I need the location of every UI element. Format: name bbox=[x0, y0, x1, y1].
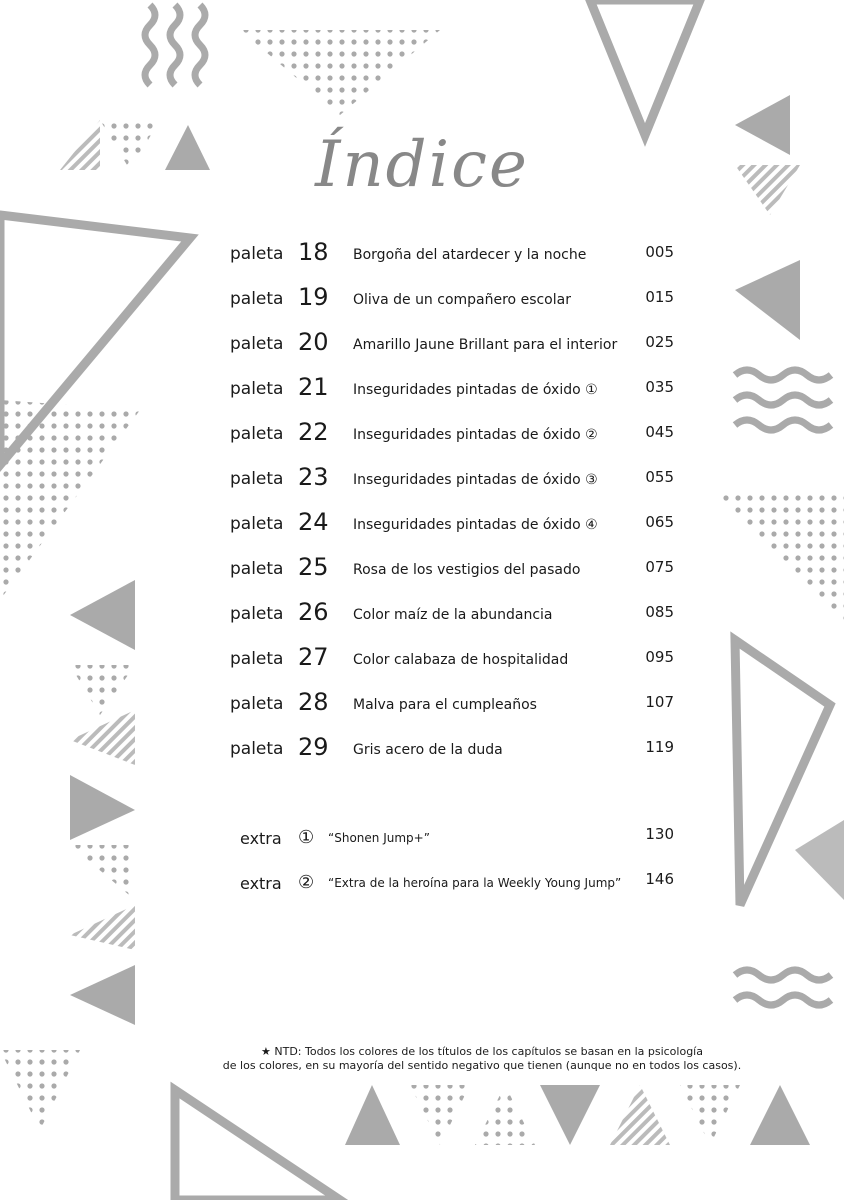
toc-entry bbox=[230, 641, 680, 671]
chapter-label: paleta bbox=[230, 424, 284, 444]
page-number: 095 bbox=[645, 648, 674, 666]
page-number: 055 bbox=[645, 468, 674, 486]
chapter-number: 22 bbox=[298, 418, 329, 446]
extra-title: “Shonen Jump+” bbox=[328, 831, 430, 845]
page-number: 130 bbox=[645, 825, 674, 843]
extra-number: ① bbox=[298, 827, 315, 848]
chapter-number: 29 bbox=[298, 733, 329, 761]
page-number: 107 bbox=[645, 693, 674, 711]
chapter-title: Oliva de un compañero escolar bbox=[353, 292, 571, 308]
chapter-number: 18 bbox=[298, 238, 329, 266]
chapter-label: paleta bbox=[230, 289, 284, 309]
chapter-title: Borgoña del atardecer y la noche bbox=[353, 247, 587, 263]
chapter-title: Amarillo Jaune Brillant para el interior bbox=[353, 337, 618, 353]
chapter-label: paleta bbox=[230, 379, 284, 399]
extra-number: ② bbox=[298, 872, 315, 893]
note-line-1: ★ NTD: Todos los colores de los títulos de los capítulos se basan en la psicología bbox=[261, 1045, 703, 1058]
toc-entry bbox=[230, 416, 680, 446]
extra-title: “Extra de la heroína para la Weekly Young Jump” bbox=[328, 876, 622, 890]
chapter-label: paleta bbox=[230, 469, 284, 489]
chapter-title: Inseguridades pintadas de óxido ① bbox=[353, 382, 598, 398]
toc-entry bbox=[230, 596, 680, 626]
toc-entry bbox=[230, 281, 680, 311]
page-number: 085 bbox=[645, 603, 674, 621]
chapter-title: Gris acero de la duda bbox=[353, 742, 503, 758]
toc-entry bbox=[230, 506, 680, 536]
chapter-label: paleta bbox=[230, 694, 284, 714]
extra-entry bbox=[240, 869, 680, 893]
page-number: 045 bbox=[645, 423, 674, 441]
toc-entry bbox=[230, 326, 680, 356]
page-number: 015 bbox=[645, 288, 674, 306]
extra-entry bbox=[240, 824, 680, 848]
chapter-label: paleta bbox=[230, 739, 284, 759]
extra-label: extra bbox=[240, 874, 282, 893]
chapter-number: 23 bbox=[298, 463, 329, 491]
chapter-number: 20 bbox=[298, 328, 329, 356]
page-number: 025 bbox=[645, 333, 674, 351]
toc-entry bbox=[230, 686, 680, 716]
chapter-number: 28 bbox=[298, 688, 329, 716]
chapter-title: Malva para el cumpleaños bbox=[353, 697, 537, 713]
chapter-title: Inseguridades pintadas de óxido ③ bbox=[353, 472, 598, 488]
chapter-label: paleta bbox=[230, 334, 284, 354]
toc-entry bbox=[230, 731, 680, 761]
page-number: 005 bbox=[645, 243, 674, 261]
chapter-label: paleta bbox=[230, 604, 284, 624]
page-title: Índice bbox=[315, 128, 529, 202]
translator-note bbox=[200, 1045, 764, 1073]
chapter-label: paleta bbox=[230, 559, 284, 579]
note-line-2: de los colores, en su mayoría del sentido negativo que tienen (aunque no en todos los casos). bbox=[222, 1059, 742, 1072]
chapter-number: 27 bbox=[298, 643, 329, 671]
chapter-title: Inseguridades pintadas de óxido ④ bbox=[353, 517, 598, 533]
page-number: 146 bbox=[645, 870, 674, 888]
toc-entry bbox=[230, 551, 680, 581]
toc-entry bbox=[230, 236, 680, 266]
chapter-label: paleta bbox=[230, 649, 284, 669]
page-number: 119 bbox=[645, 738, 674, 756]
chapter-number: 25 bbox=[298, 553, 329, 581]
chapter-number: 24 bbox=[298, 508, 329, 536]
chapter-number: 21 bbox=[298, 373, 329, 401]
chapter-title: Inseguridades pintadas de óxido ② bbox=[353, 427, 598, 443]
toc-entry bbox=[230, 461, 680, 491]
chapter-title: Color calabaza de hospitalidad bbox=[353, 652, 569, 668]
toc-entry bbox=[230, 371, 680, 401]
page-number: 035 bbox=[645, 378, 674, 396]
extra-label: extra bbox=[240, 829, 282, 848]
chapter-number: 26 bbox=[298, 598, 329, 626]
page-number: 065 bbox=[645, 513, 674, 531]
chapter-number: 19 bbox=[298, 283, 329, 311]
chapter-label: paleta bbox=[230, 514, 284, 534]
chapter-label: paleta bbox=[230, 244, 284, 264]
chapter-title: Color maíz de la abundancia bbox=[353, 607, 553, 623]
page-number: 075 bbox=[645, 558, 674, 576]
chapter-title: Rosa de los vestigios del pasado bbox=[353, 562, 581, 578]
